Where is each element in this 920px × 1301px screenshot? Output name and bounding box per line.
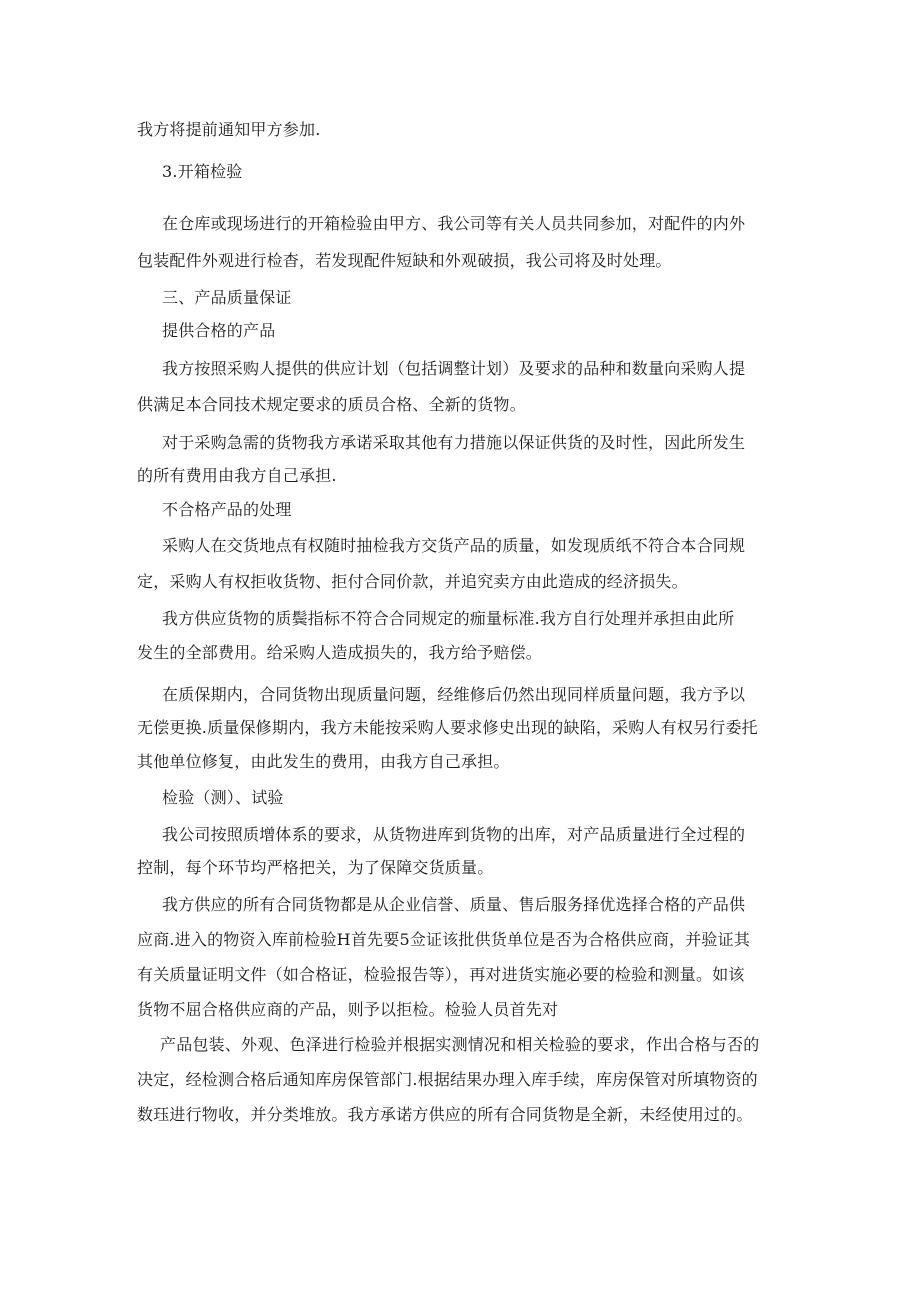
paragraph-line: 货物不屈合格供应商的产品，则予以拒检。检验人员首先对 [137, 1000, 559, 1019]
paragraph-line: 在质保期内，合同货物出现质量问题，经维修后仍然出现同样质量问题，我方予以 [162, 685, 746, 704]
paragraph-line: 无偿更换.质量保修期内，我方未能按采购人要求修史出现的缺陷，采购人有权另行委托 [137, 718, 758, 737]
paragraph-line: 我方将提前通知甲方参加. [137, 120, 321, 139]
paragraph-line: 应商.进入的物资入库前检验H首先要5佥证该批供货单位是否为合格供应商，并验证其 [137, 930, 751, 949]
paragraph-line: 发生的全部费用。给采购人造成损失的，我方给予赔偿。 [137, 643, 543, 662]
paragraph-line: 控制，每个环节均严格把关，为了保障交货质量。 [137, 858, 494, 877]
section-heading: 3.开箱检验 [162, 162, 243, 181]
paragraph-line: 采购人在交货地点有权随时抽检我方交货产品的质量，如发现质纸不符合本合同规 [162, 536, 746, 555]
paragraph-line: 定，采购人有权拒收货物、拒付合同价款，并追究卖方由此造成的经济损失。 [137, 572, 688, 591]
paragraph-line: 其他单位修复，由此发生的费用，由我方自己承担。 [137, 752, 510, 771]
paragraph-line: 产品包装、外观、色泽进行检验并根据实测情况和相关检验的要求，作出合格与否的 [160, 1035, 760, 1054]
paragraph-line: 包装配件外观进行检杳，若发现配件短缺和外观破损，我公司将及时处理。 [137, 251, 672, 270]
paragraph-line: 对于采购急需的货物我方承诺采取其他有力措施以保证供货的及时性，因此所发生 [162, 433, 746, 452]
paragraph-line: 数珏进行物收，并分类堆放。我方承诺方供应的所有合同货物是全新，未经使用过的。 [137, 1105, 753, 1124]
paragraph-line: 在仓库或现场进行的开箱检验由甲方、我公司等有关人员共同参加，对配件的内外 [162, 214, 746, 233]
paragraph-line: 供满足本合同技术规定要求的质员合格、全新的货物。 [137, 395, 526, 414]
paragraph-line: 我方供应的所有合同货物都是从企业信誉、质量、售后服务择优选择合格的产品供 [162, 895, 746, 914]
subsection-heading: 不合格产品的处理 [162, 500, 292, 519]
paragraph-line: 我公司按照质增体系的要求，从货物进库到货物的出库，对产品质量进行全过程的 [162, 825, 746, 844]
paragraph-line: 我方按照采购人提供的供应计划（包括调整计划）及要求的品种和数量向采购人提 [162, 359, 746, 378]
paragraph-line: 的所有费用由我方自己承担. [137, 466, 337, 485]
paragraph-line: 有关质量证明文件（如合格证，检验报告等），再对进货实施必要的检验和测量。如该 [137, 965, 745, 984]
paragraph-line: 决定，经检测合格后通知库房保管部门.根据结果办理入库手续，库房保管对所填物资的 [137, 1070, 758, 1089]
subsection-heading: 提供合格的产品 [162, 321, 276, 340]
section-heading: 三、产品质量保证 [162, 288, 292, 307]
paragraph-line: 我方供应货物的质鬓指标不符合合同规定的痂量标准.我方自行处理并承担由此所 [162, 609, 735, 628]
subsection-heading: 检验（测）、试验 [162, 788, 284, 807]
